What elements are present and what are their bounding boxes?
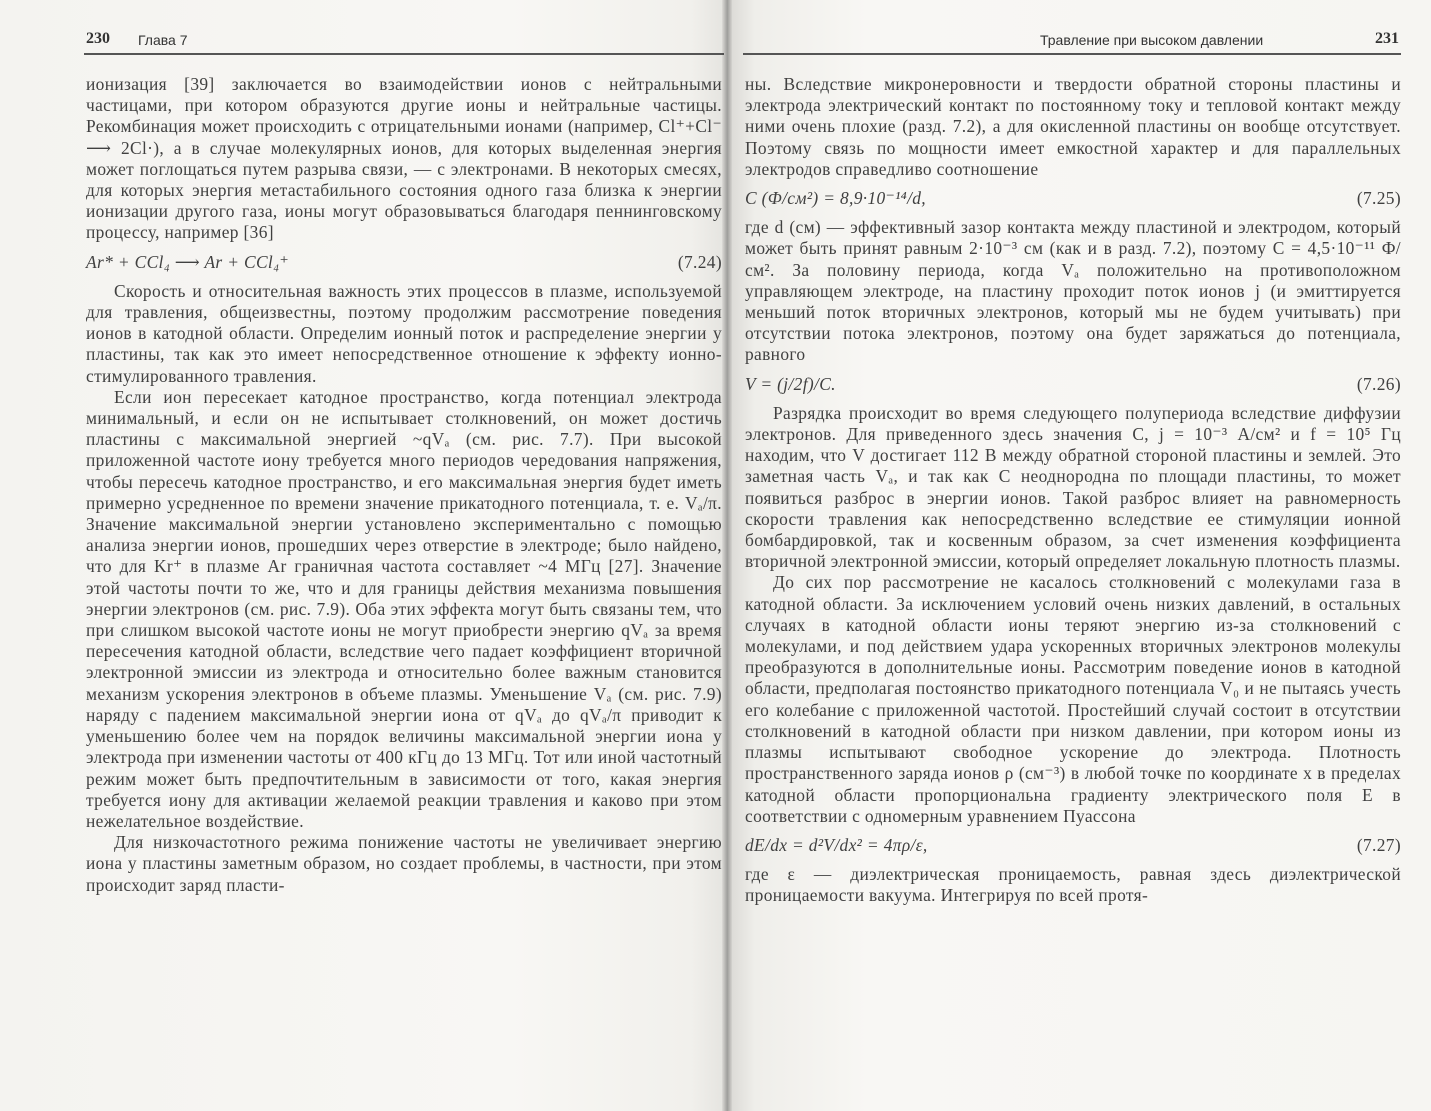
paragraph: ны. Вследствие микронеровности и твердости обратной стороны пластины и электрода электрический контакт по постоянному току и тепловой контакт между ними очень плохие (разд. 7.2), а для окисленной пластины он вообще отсутствует. Поэтому связь по мощности имеет емкостной характер и для параллельных электродов справедливо соотношение [745,74,1401,179]
page-number: 230 [86,30,110,47]
equation-body: Ar* + CCl₄ ⟶ Ar + CCl₄⁺ [86,251,290,272]
paragraph: где d (см) — эффективный зазор контакта между пластиной и электродом, который может быть принят равным 2·10⁻³ см (как и в разд. 7.2), поэтому C = 4,5·10⁻¹¹ Ф/см². За половину периода, когда Vₐ положительно на противоположном управляющем электроде, на пластину проходит поток ионов j (и эмиттируется меньший поток вторичных электронов, который мы не будем учитывать) при отсутствии потока электронов, поэтому она будет заряжаться до потенциала, равного [745,217,1401,365]
right-page [727,0,1431,1111]
paragraph: Если ион пересекает катодное пространство, когда потенциал электрода минимальный, и если он не испытывает столкновений, он может достичь пластины с максимальной энергией ~qVₐ (см. рис. 7.7). При высокой приложенной частоте иону требуется много периодов чередования напряжения, чтобы пересечь катодное пространство, и его максимальная энергия будет иметь примерно усредненное по времени значение прикатодного потенциала, т. е. Vₐ/π. Значение максимальной энергии установлено экспериментально с помощью анализа энергии ионов, прошедших через отверстие в электроде; было найдено, что для Kr⁺ в плазме Ar граничная частота составляет ~4 МГц [27]. Значение этой частоты почти то же, что и для границы действия механизма повышения энергии электронов (см. рис. 7.9). Оба этих эффекта могут быть связаны тем, что при слишком высокой частоте ионы не могут приобрести энергию qVₐ за время пересечения катодной области, вследствие чего падает коэффициент вторичной электронной эмиссии из электрода и относительно более важным становится механизм ускорения электронов в объеме плазмы. Уменьшение Vₐ (см. рис. 7.9) наряду с падением максимальной энергии иона от qVₐ до qVₐ/π приводит к уменьшению более чем на порядок величины максимальной энергии иона у электрода при изменении частоты от 400 кГц до 13 МГц. Тот или иной частотный режим может быть предпочтительным в зависимости от того, какая энергия требуется иону для активации желаемой реакции травления и каково при этом нежелательное воздействие. [86,386,722,831]
right-page-body [745,74,1401,907]
running-title: Травление при высоком давлении [1040,32,1264,48]
equation-body: V = (j/2f)/C. [745,373,836,394]
page-number: 231 [1375,30,1399,47]
equation-7-25 [745,188,1401,209]
equation-number: (7.27) [1356,834,1401,855]
right-running-head [744,28,1399,54]
equation-number: (7.25) [1356,188,1401,209]
equation-body: dE/dx = d²V/dx² = 4πρ/ε, [745,834,928,855]
paragraph: До сих пор рассмотрение не касалось столкновений с молекулами газа в катодной области. За исключением условий очень низких давлений, в остальных случаях в катодной области ионы теряют энергию из-за столкновений с молекулами, и под действием удара ускоренных вторичных электронов молекулы преобразуются в дополнительные ионы. Рассмотрим поведение ионов в катодной области, предполагая постоянство прикатодного потенциала V₀ и не пытаясь учесть его колебание с приложенной частотой. Простейший случай состоит в отсутствии столкновений в катодной области при низком давлении, при котором ионы из плазмы испытывают свободное ускорение до электрода. Плотность пространственного заряда ионов ρ (см⁻³) в любой точке по координате x в пределах катодной области пропорциональна градиенту электрического поля E в соответствии с одномерным уравнением Пуассона [745,572,1401,826]
paragraph: Разрядка происходит во время следующего полупериода вследствие диффузии электронов. Для приведенного здесь значения C, j = 10⁻³ А/см² и f = 10⁵ Гц находим, что V достигает 112 В между обратной стороной пластины и землей. Это заметная часть Vₐ, и так как C неоднородна по площади пластины, то может появиться разброс в энергии ионов. Такой разброс влияет на равномерность скорости травления как непосредственно вследствие ее стимуляции ионной бомбардировкой, так и косвенным образом, за счет изменения коэффициента вторичной электронной эмиссии, который определяет локальную плотность плазмы. [745,402,1401,572]
header-rule [743,53,1401,55]
paragraph: где ε — диэлектрическая проницаемость, равная здесь диэлектрической проницаемости вакуума. Интегрируя по всей протя- [745,864,1401,906]
header-rule [84,53,724,55]
equation-body: C (Ф/см²) = 8,9·10⁻¹⁴/d, [745,188,926,209]
equation-number: (7.26) [1356,373,1401,394]
left-page-body [86,74,722,896]
equation-7-24 [86,252,722,273]
chapter-title: Глава 7 [138,32,188,48]
book-gutter [722,0,732,1111]
paragraph: ионизация [39] заключается во взаимодействии ионов с нейтральными частицами, при котором образуются другие ионы и нейтральные частицы. Рекомбинация может происходить с отрицательными ионами (например, Cl⁺+Cl⁻ ⟶ 2Cl·), а в случае молекулярных ионов, для которых выделенная энергия может поглощаться путем разрыва связи, — с электронами. В некоторых смесях, для которых энергия метастабильного состояния одного газа близка к энергии ионизации другого газа, ионы могут образовываться благодаря пеннинговскому процессу, например [36] [86,74,722,243]
equation-7-27 [745,835,1401,856]
paragraph: Скорость и относительная важность этих процессов в плазме, используемой для травления, общеизвестны, поэтому продолжим рассмотрение поведения ионов в катодной области. Определим ионный поток и распределение энергии у пластины, так как это имеет непосредственное отношение к эффекту ионно-стимулированного травления. [86,280,722,386]
paragraph: Для низкочастотного режима понижение частоты не увеличивает энергию иона у пластины заметным образом, но создает проблемы, в частности, при этом происходит заряд пласти- [86,832,722,895]
equation-7-26 [745,374,1401,395]
equation-number: (7.24) [677,251,722,272]
left-running-head [86,28,722,54]
